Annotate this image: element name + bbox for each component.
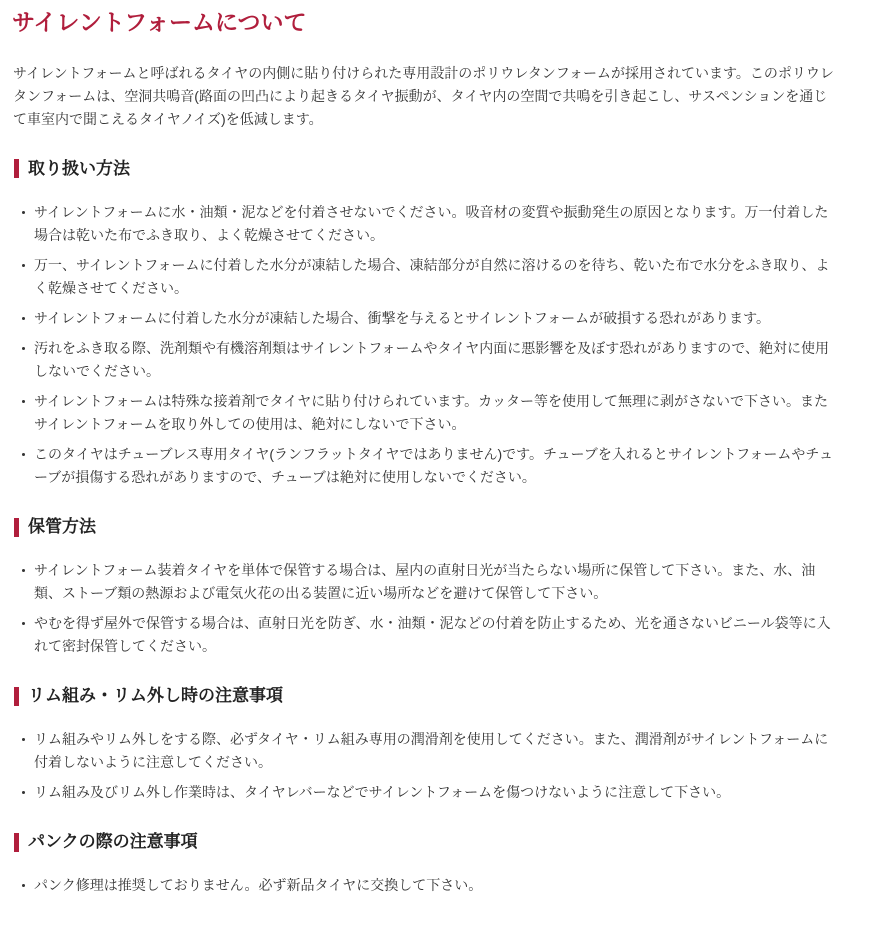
section-heading-handling xyxy=(14,158,839,180)
list-item-text: このタイヤはチューブレス専用タイヤ(ランフラットタイヤではありません)です。チューブを入れるとサイレントフォームやチューブが損傷する恐れがありますので、チューブは絶対に使用しないでください。 xyxy=(34,445,833,485)
bullet-icon xyxy=(22,317,25,320)
list-item-text: サイレントフォーム装着タイヤを単体で保管する場合は、屋内の直射日光が当たらない場所に保管して下さい。また、水、油類、ストーブ類の熱源および電気火花の出る装置に近い場所などを避けて保管して下さい。 xyxy=(34,562,816,602)
list-item xyxy=(13,612,839,658)
page-title: サイレントフォームについて xyxy=(12,9,307,35)
heading-accent-bar xyxy=(14,159,19,178)
puncture-list xyxy=(12,874,839,897)
bullet-icon xyxy=(22,453,25,456)
list-item xyxy=(13,390,839,436)
list-item-text: リム組みやリム外しをする際、必ずタイヤ・リム組み専用の潤滑剤を使用してください。また、潤滑剤がサイレントフォームに付着しないように注意してください。 xyxy=(34,731,829,771)
bullet-icon xyxy=(22,884,25,887)
section-heading-text: 保管方法 xyxy=(28,516,96,536)
section-heading-puncture xyxy=(14,831,839,853)
list-item-text: サイレントフォームに付着した水分が凍結した場合、衝撃を与えるとサイレントフォームが破損する恐れがあります。 xyxy=(34,309,770,326)
section-heading-rim-mounting xyxy=(14,685,839,707)
list-item xyxy=(13,443,839,489)
bullet-icon xyxy=(22,622,25,625)
handling-list xyxy=(12,201,839,489)
heading-accent-bar xyxy=(14,833,19,852)
list-item-text: サイレントフォームに水・油類・泥などを付着させないでください。吸音材の変質や振動発生の原因となります。万一付着した場合は乾いた布でふき取り、よく乾燥させてください。 xyxy=(34,203,829,243)
heading-accent-bar xyxy=(14,518,19,537)
bullet-icon xyxy=(22,738,25,741)
list-item-text: やむを得ず屋外で保管する場合は、直射日光を防ぎ、水・油類・泥などの付着を防止するため、光を通さないビニール袋等に入れて密封保管してください。 xyxy=(34,615,831,655)
list-item xyxy=(13,254,839,300)
list-item-text: 汚れをふき取る際、洗剤類や有機溶剤類はサイレントフォームやタイヤ内面に悪影響を及ぼす恐れがありますので、絶対に使用しないでください。 xyxy=(34,339,829,379)
list-item xyxy=(13,201,839,247)
section-heading-storage xyxy=(14,516,839,538)
bullet-icon xyxy=(22,264,25,267)
bullet-icon xyxy=(22,211,25,214)
rim-mounting-list xyxy=(12,728,839,804)
section-storage xyxy=(12,516,839,658)
bullet-icon xyxy=(22,400,25,403)
section-heading-text: パンクの際の注意事項 xyxy=(28,832,198,852)
list-item-text: パンク修理は推奨しておりません。必ず新品タイヤに交換して下さい。 xyxy=(34,877,483,894)
bullet-icon xyxy=(22,347,25,350)
list-item-text: 万一、サイレントフォームに付着した水分が凍結した場合、凍結部分が自然に溶けるのを待ち、乾いた布で水分をふき取り、よく乾燥させてください。 xyxy=(34,256,830,296)
list-item-text: サイレントフォームは特殊な接着剤でタイヤに貼り付けられています。カッター等を使用して無理に剥がさないで下さい。またサイレントフォームを取り外しての使用は、絶対にしないで下さい。 xyxy=(34,392,829,432)
list-item xyxy=(13,559,839,605)
list-item-text: リム組み及びリム外し作業時は、タイヤレバーなどでサイレントフォームを傷つけないように注意して下さい。 xyxy=(34,784,731,801)
storage-list xyxy=(12,559,839,658)
bullet-icon xyxy=(22,569,25,572)
list-item xyxy=(13,728,839,774)
intro-paragraph: サイレントフォームと呼ばれるタイヤの内側に貼り付けられた専用設計のポリウレタンフォームが採用されています。このポリウレタンフォームは、空洞共鳴音(路面の凹凸により起きるタイヤ振動が、タイヤ内の空間で共鳴を引き起こし、サスペンションを通じて車室内で聞こえるタイヤノイズ)を低減します。 xyxy=(13,64,834,127)
section-rim-mounting xyxy=(12,685,839,804)
section-handling xyxy=(12,158,839,489)
section-heading-text: 取り扱い方法 xyxy=(28,158,130,178)
list-item xyxy=(13,781,839,804)
section-puncture xyxy=(12,831,839,897)
section-heading-text: リム組み・リム外し時の注意事項 xyxy=(28,686,283,706)
list-item xyxy=(13,337,839,383)
heading-accent-bar xyxy=(14,687,19,706)
list-item xyxy=(13,874,839,897)
bullet-icon xyxy=(22,791,25,794)
list-item xyxy=(13,307,839,330)
